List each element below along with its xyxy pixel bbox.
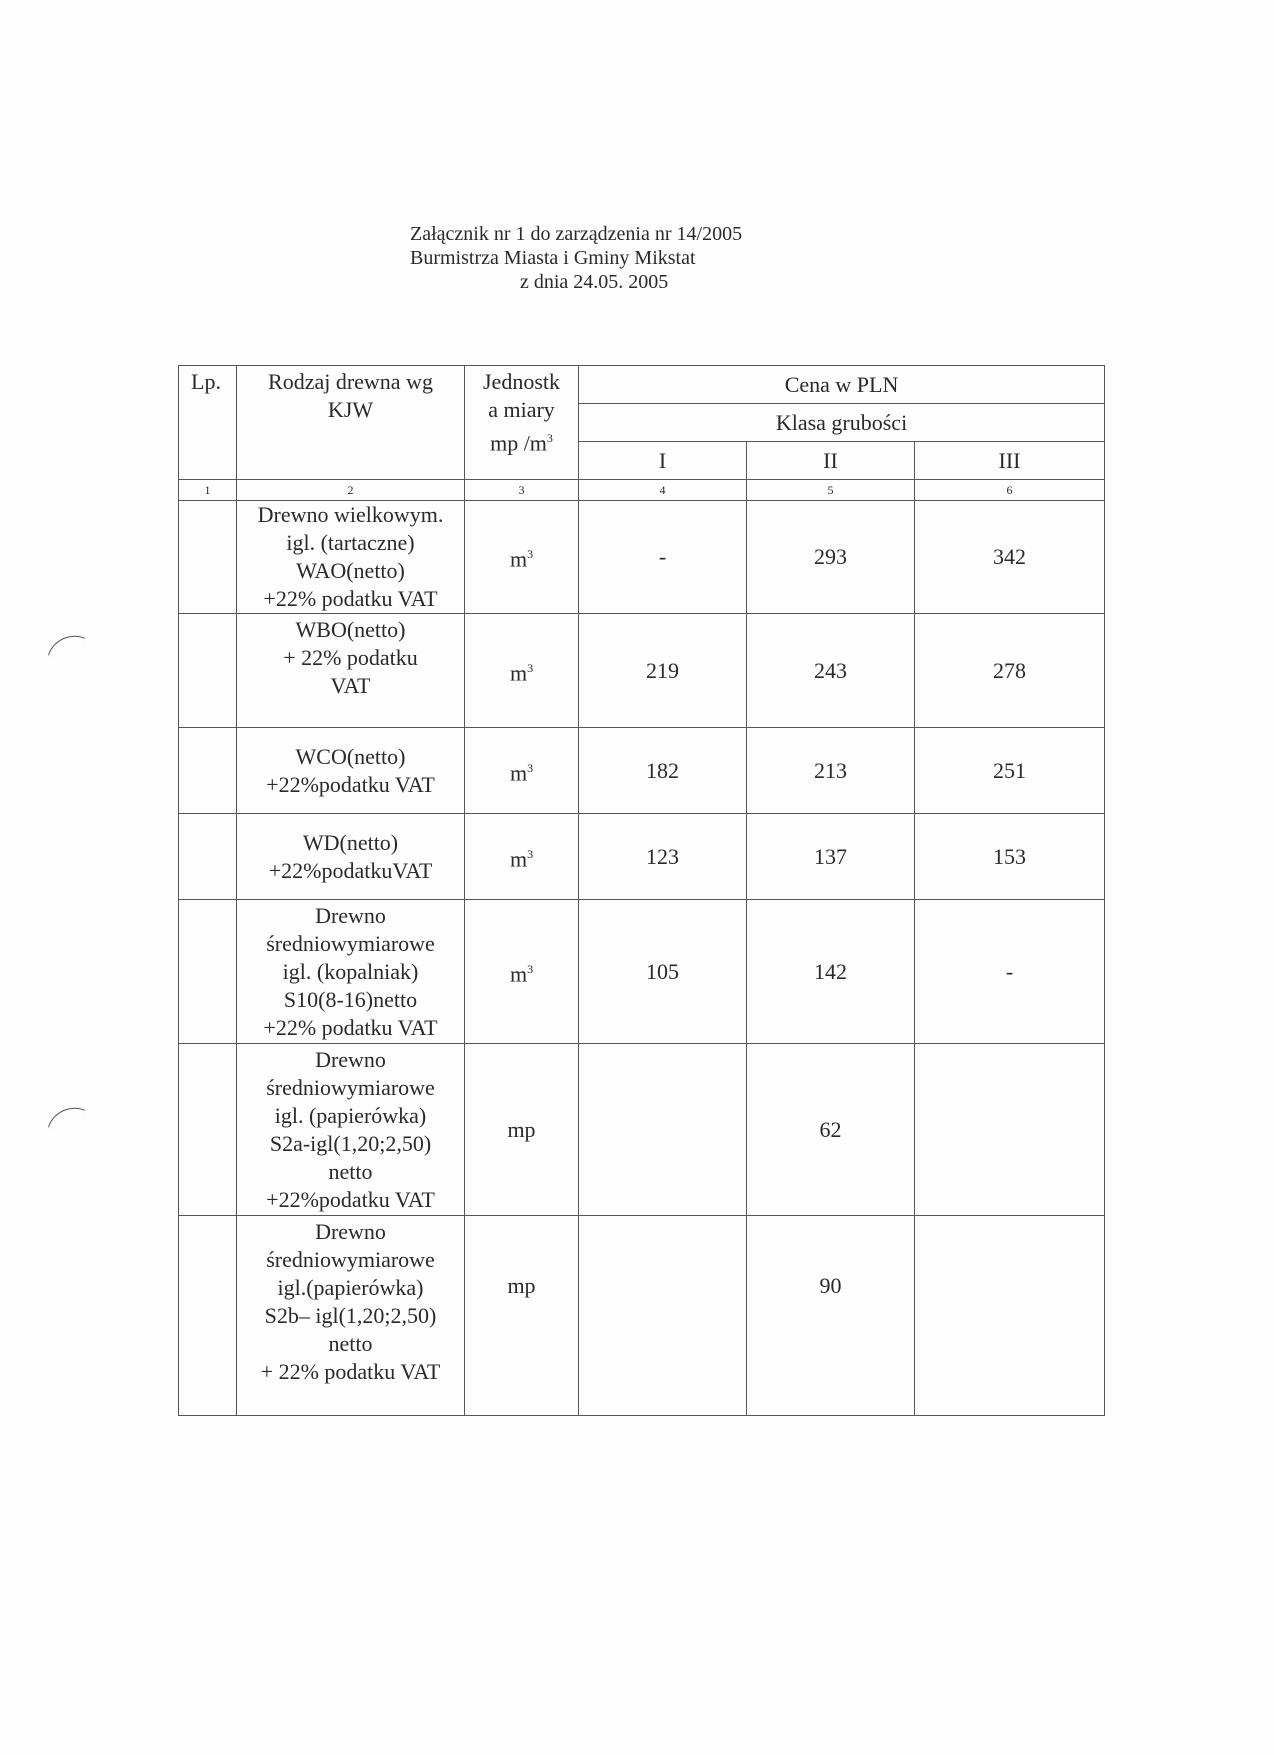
rodzaj-line: +22%podatku VAT — [266, 1186, 435, 1212]
rodzaj-line: +22% podatku VAT — [263, 586, 438, 611]
rodzaj-line: +22%podatkuVAT — [268, 857, 433, 883]
header-lp: Lp. — [179, 366, 237, 480]
rodzaj-line: Drewno — [315, 1046, 386, 1072]
unit-text: m — [509, 846, 528, 872]
header-class-3: III — [915, 442, 1105, 480]
unit-text: m — [509, 961, 528, 987]
price-class-2: 243 — [747, 614, 915, 728]
row-unit — [465, 814, 579, 900]
table-row — [179, 1044, 1105, 1216]
unit-text: mp — [507, 1116, 536, 1142]
rodzaj-line: średniowymiarowe — [266, 930, 435, 956]
price-class-2: 293 — [747, 501, 915, 614]
row-lp — [179, 1216, 237, 1416]
row-rodzaj — [237, 728, 465, 814]
row-rodzaj — [237, 614, 465, 728]
unit-superscript: 3 — [527, 547, 534, 562]
rodzaj-line: WAO(netto) — [296, 558, 405, 583]
header-class: Klasa grubości — [579, 404, 1105, 442]
price-class-2: 142 — [747, 900, 915, 1044]
rodzaj-line: średniowymiarowe — [266, 1247, 435, 1272]
table-row — [179, 1216, 1105, 1416]
header-class-2: II — [747, 442, 915, 480]
rodzaj-line: WBO(netto) — [295, 617, 406, 642]
header-unit — [465, 366, 579, 480]
unit-text: m — [509, 760, 528, 786]
table-row — [179, 501, 1105, 614]
row-unit — [465, 900, 579, 1044]
row-lp — [179, 814, 237, 900]
row-unit — [465, 501, 579, 614]
header-price: Cena w PLN — [579, 366, 1105, 404]
price-class-2: 213 — [747, 728, 915, 814]
rodzaj-line: WD(netto) — [302, 829, 399, 855]
rodzaj-line: WCO(netto) — [295, 743, 406, 769]
header-class-1: I — [579, 442, 747, 480]
price-class-3: - — [915, 900, 1105, 1044]
row-rodzaj — [237, 814, 465, 900]
rodzaj-line: + 22% podatku — [283, 645, 418, 670]
rodzaj-line: +22%podatku VAT — [266, 771, 435, 797]
table-row — [179, 814, 1105, 900]
price-class-3 — [915, 1216, 1105, 1416]
column-number: 4 — [579, 480, 747, 501]
price-class-3: 251 — [915, 728, 1105, 814]
price-class-1 — [579, 1216, 747, 1416]
price-table — [178, 365, 1105, 1416]
unit-text: mp — [507, 1273, 536, 1298]
unit-superscript: 3 — [527, 660, 534, 675]
unit-text: m — [509, 546, 528, 572]
header-line-2: Burmistrza Miasta i Gminy Mikstat — [410, 247, 696, 269]
price-class-3: 342 — [915, 501, 1105, 614]
rodzaj-line: netto — [328, 1158, 373, 1184]
price-class-2: 62 — [747, 1044, 915, 1216]
document-header — [410, 222, 742, 294]
header-rodzaj-line: KJW — [327, 397, 374, 422]
rodzaj-line: Drewno wielkowym. — [257, 502, 444, 527]
rodzaj-line: igl. (tartaczne) — [286, 530, 415, 555]
price-class-1: 219 — [579, 614, 747, 728]
column-number-row — [179, 480, 1105, 501]
row-lp — [179, 501, 237, 614]
price-class-1: 105 — [579, 900, 747, 1044]
row-unit — [465, 1216, 579, 1416]
superscript-3: 3 — [546, 431, 553, 445]
rodzaj-line: średniowymiarowe — [266, 1074, 435, 1100]
row-unit — [465, 614, 579, 728]
row-rodzaj — [237, 900, 465, 1044]
rodzaj-line: VAT — [330, 673, 371, 698]
row-lp — [179, 900, 237, 1044]
row-lp — [179, 614, 237, 728]
price-class-1: 123 — [579, 814, 747, 900]
row-rodzaj — [237, 1216, 465, 1416]
unit-superscript: 3 — [527, 846, 534, 861]
price-class-3: 278 — [915, 614, 1105, 728]
row-lp — [179, 1044, 237, 1216]
column-number: 2 — [237, 480, 465, 501]
column-number: 6 — [915, 480, 1105, 501]
rodzaj-line: S2a-igl(1,20;2,50) — [269, 1130, 432, 1156]
column-number: 5 — [747, 480, 915, 501]
header-unit-line: a miary — [488, 397, 555, 422]
unit-superscript: 3 — [527, 760, 534, 775]
header-unit-text: mp /m — [490, 430, 547, 456]
header-line-1: Załącznik nr 1 do zarządzenia nr 14/2005 — [410, 223, 743, 245]
rodzaj-line: Drewno — [315, 902, 386, 928]
table-row — [179, 900, 1105, 1044]
rodzaj-line: netto — [328, 1331, 373, 1356]
punch-hole-mark — [48, 1100, 85, 1137]
price-class-3 — [915, 1044, 1105, 1216]
rodzaj-line: S2b– igl(1,20;2,50) — [264, 1303, 437, 1328]
punch-hole-mark — [48, 628, 85, 665]
rodzaj-line: S10(8-16)netto — [283, 986, 418, 1012]
price-class-1: 182 — [579, 728, 747, 814]
table-row — [179, 728, 1105, 814]
header-line-3: z dnia 24.05. 2005 — [520, 271, 669, 293]
header-rodzaj — [237, 366, 465, 480]
price-class-1 — [579, 1044, 747, 1216]
price-class-2: 90 — [747, 1216, 915, 1416]
table-row — [179, 614, 1105, 728]
header-rodzaj-line: Rodzaj drewna wg — [268, 369, 433, 394]
rodzaj-line: igl. (kopalniak) — [282, 958, 419, 984]
rodzaj-line: + 22% podatku VAT — [260, 1359, 441, 1384]
row-rodzaj — [237, 501, 465, 614]
header-unit-line: Jednostk — [483, 369, 560, 394]
column-number: 3 — [465, 480, 579, 501]
price-class-2: 137 — [747, 814, 915, 900]
rodzaj-line: +22% podatku VAT — [263, 1014, 438, 1040]
row-unit — [465, 728, 579, 814]
rodzaj-line: igl. (papierówka) — [274, 1102, 427, 1128]
row-unit — [465, 1044, 579, 1216]
rodzaj-line: igl.(papierówka) — [277, 1275, 424, 1300]
price-class-1: - — [579, 501, 747, 614]
row-lp — [179, 728, 237, 814]
column-number: 1 — [179, 480, 237, 501]
row-rodzaj — [237, 1044, 465, 1216]
unit-superscript: 3 — [527, 961, 534, 976]
price-class-3: 153 — [915, 814, 1105, 900]
unit-text: m — [509, 660, 528, 686]
rodzaj-line: Drewno — [315, 1219, 386, 1244]
header-unit-line — [469, 424, 574, 457]
